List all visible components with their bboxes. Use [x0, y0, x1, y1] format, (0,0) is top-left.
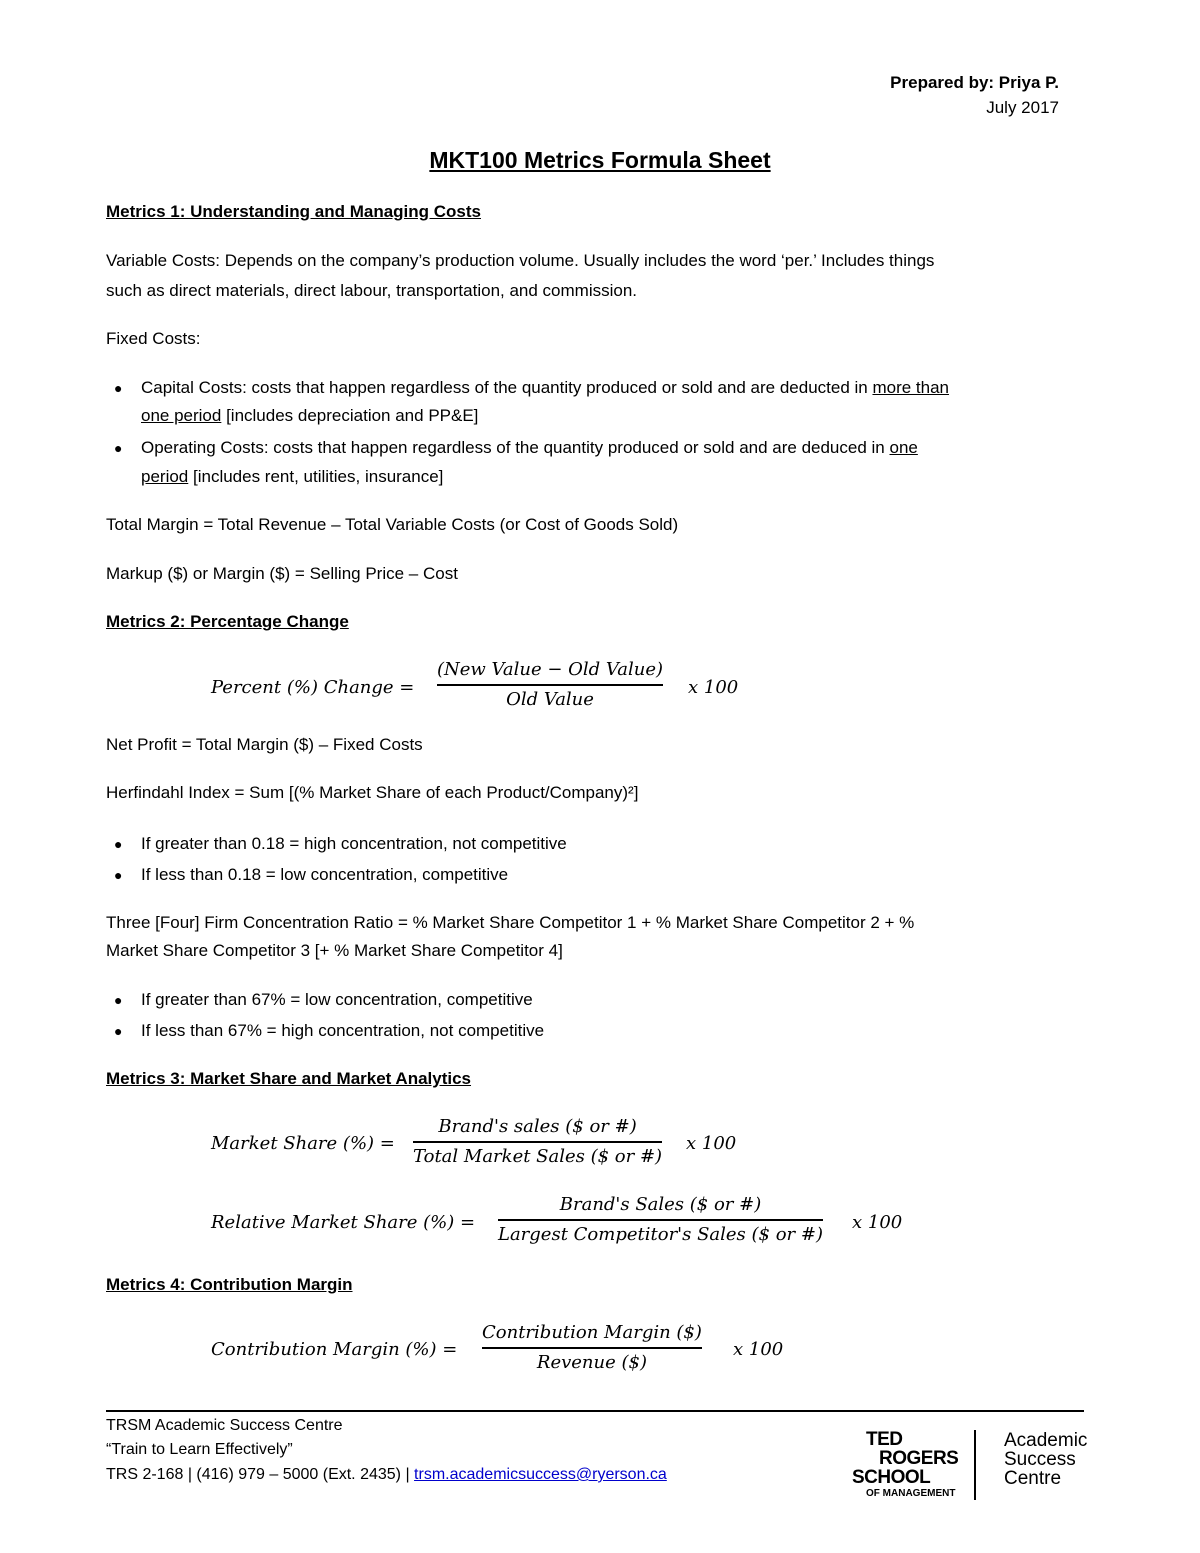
footer-divider [106, 1410, 1084, 1412]
section-heading-metrics-2: Metrics 2: Percentage Change [106, 612, 349, 631]
section-heading-metrics-4: Metrics 4: Contribution Margin [106, 1275, 353, 1294]
contribution-margin-denominator: Revenue ($) [536, 1352, 647, 1373]
herfindahl-formula: Herfindahl Index = Sum [(% Market Share of each Product/Company)²] [106, 783, 639, 802]
bullet-icon: ● [114, 992, 123, 1008]
variable-costs-text: Variable Costs: Depends on the company’s production volume. Usually includes the word ‘per.’ Includes things [106, 251, 935, 270]
logo-divider [974, 1430, 976, 1500]
total-margin-formula: Total Margin = Total Revenue – Total Variable Costs (or Cost of Goods Sold) [106, 515, 679, 534]
bullet-icon: ● [114, 867, 123, 883]
market-share-denominator: Total Market Sales ($ or #) [413, 1146, 663, 1167]
operating-costs-item: Operating Costs: costs that happen regardless of the quantity produced or sold and are deduced in one [141, 438, 918, 457]
relative-market-share-fraction [498, 1194, 823, 1246]
market-share-numerator: Brand's sales ($ or #) [438, 1116, 637, 1137]
prepared-by: Prepared by: Priya P. [890, 73, 1059, 92]
ratio-low-item: If less than 67% = high concentration, not competitive [141, 1021, 545, 1040]
relative-market-share-numerator: Brand's Sales ($ or #) [559, 1194, 762, 1215]
fraction-bar [437, 684, 663, 686]
variable-costs-text-cont: such as direct materials, direct labour, transportation, and commission. [106, 281, 638, 300]
logo-text-academic: Academic [1004, 1430, 1088, 1451]
contribution-margin-multiplier: x 100 [733, 1339, 784, 1360]
capital-costs-item-cont: one period [includes depreciation and PP&E] [141, 406, 479, 425]
market-share-multiplier: x 100 [686, 1133, 737, 1154]
percent-change-denominator: Old Value [506, 689, 594, 710]
document-date: July 2017 [986, 98, 1059, 117]
ratio-high-item: If greater than 67% = low concentration, competitive [141, 990, 533, 1009]
fraction-bar [413, 1141, 662, 1143]
percent-change-fraction [437, 659, 663, 711]
footer-email-link[interactable]: trsm.academicsuccess@ryerson.ca [414, 1466, 667, 1483]
percent-change-multiplier: x 100 [688, 677, 739, 698]
concentration-ratio-formula-cont: Market Share Competitor 3 [+ % Market Share Competitor 4] [106, 941, 563, 960]
footer-tagline: “Train to Learn Effectively” [106, 1441, 293, 1458]
bullet-icon: ● [114, 1023, 123, 1039]
markup-formula: Markup ($) or Margin ($) = Selling Price – Cost [106, 564, 458, 583]
logo-text-rogers: ROGERS [879, 1448, 959, 1469]
fixed-costs-label: Fixed Costs: [106, 329, 201, 348]
herfindahl-low-item: If less than 0.18 = low concentration, competitive [141, 865, 509, 884]
logo-text-school: SCHOOL [852, 1467, 931, 1488]
net-profit-formula: Net Profit = Total Margin ($) – Fixed Costs [106, 735, 423, 754]
contribution-margin-lhs: Contribution Margin (%) = [211, 1339, 458, 1360]
section-heading-metrics-3: Metrics 3: Market Share and Market Analytics [106, 1069, 472, 1088]
bullet-icon: ● [114, 836, 123, 852]
fraction-bar [498, 1219, 823, 1221]
concentration-ratio-formula: Three [Four] Firm Concentration Ratio = % Market Share Competitor 1 + % Market Share Competitor 2 + % [106, 913, 915, 932]
logo-text-success: Success [1004, 1449, 1076, 1470]
percent-change-lhs: Percent (%) Change = [211, 677, 415, 698]
relative-market-share-multiplier: x 100 [852, 1212, 903, 1233]
relative-market-share-denominator: Largest Competitor's Sales ($ or #) [498, 1224, 823, 1245]
operating-costs-item-cont: period [includes rent, utilities, insurance] [141, 467, 444, 486]
market-share-lhs: Market Share (%) = [211, 1133, 395, 1154]
contribution-margin-fraction [482, 1322, 702, 1374]
market-share-fraction [413, 1116, 662, 1168]
page-title: MKT100 Metrics Formula Sheet [429, 147, 771, 173]
percent-change-numerator: (New Value − Old Value) [437, 659, 664, 680]
logo-text-management: OF MANAGEMENT [866, 1488, 956, 1499]
fraction-bar [482, 1347, 702, 1349]
contribution-margin-numerator: Contribution Margin ($) [482, 1322, 702, 1343]
bullet-icon: ● [114, 440, 123, 456]
footer-contact: TRS 2-168 | (416) 979 – 5000 (Ext. 2435) | trsm.academicsuccess@ryerson.ca [106, 1466, 667, 1483]
herfindahl-high-item: If greater than 0.18 = high concentration, not competitive [141, 834, 567, 853]
capital-costs-item: Capital Costs: costs that happen regardless of the quantity produced or sold and are deducted in more than [141, 378, 950, 397]
logo-text-centre: Centre [1004, 1468, 1062, 1489]
section-heading-metrics-1: Metrics 1: Understanding and Managing Costs [106, 202, 481, 221]
logo-text-ted: TED [866, 1429, 903, 1450]
bullet-icon: ● [114, 380, 123, 396]
relative-market-share-lhs: Relative Market Share (%) = [211, 1212, 476, 1233]
footer-centre-name: TRSM Academic Success Centre [106, 1417, 343, 1434]
